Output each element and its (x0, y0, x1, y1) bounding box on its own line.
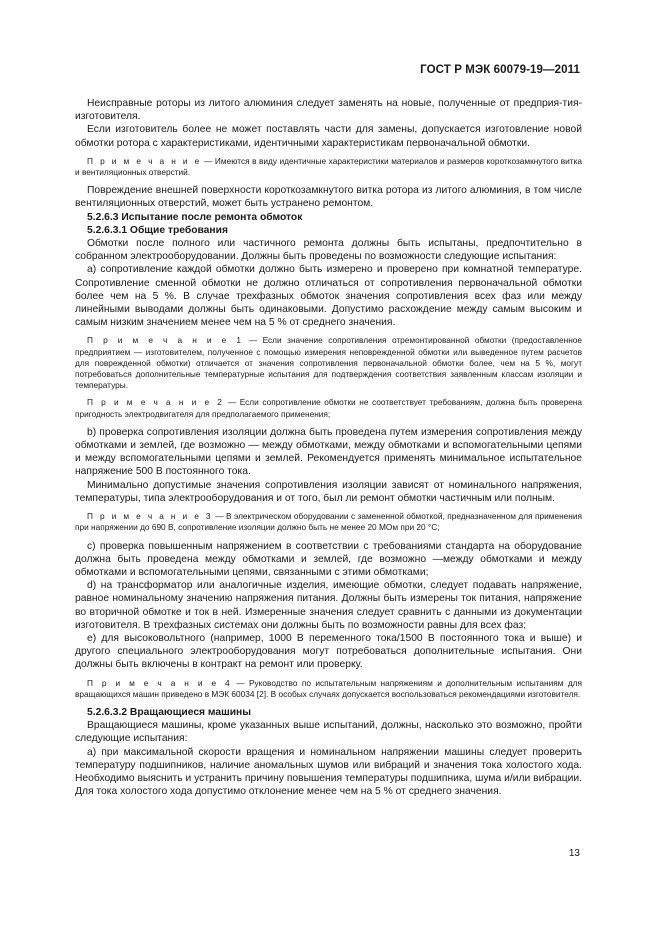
note (75, 156, 582, 178)
document-header: ГОСТ Р МЭК 60079-19—2011 (420, 64, 580, 76)
paragraph: Вращающиеся машины, кроме указанных выше испытаний, должны, насколько это возможно, пройти следующие испытания: (75, 720, 582, 745)
paragraph: Минимально допустимые значения сопротивления изоляции зависят от номинального напряжения, температуры, типа электрооборудования и от того, был ли ремонт обмотки частичным или полным. (75, 479, 582, 504)
page-number: 13 (568, 848, 580, 859)
paragraph: Обмотки после полного или частичного ремонта должны быть испытаны, предпочтительно в собранном электрооборудовании. Должны быть проведены по возможности следующие испытания: (75, 238, 582, 263)
note-label: П р и м е ч а н и е 3 (87, 511, 213, 522)
paragraph: Неисправные роторы из литого алюминия следует заменять на новые, полученные от предприя-тия-изготовителя. (75, 98, 582, 123)
note (75, 335, 582, 391)
page-content (75, 97, 582, 798)
list-item: а) сопротивление каждой обмотки должно быть измерено и проверено при комнатной температуре. Сопротивление сменной обмотки не должно отличаться от сопротивления первоначальной обмотки более чем на 5 %. В случае трехфазных обмоток значения сопротивления всех фаз или между линейными выводами должны быть одинаковыми. Допустимо расхождение между самым высоким и самым низким значением менее чем на 5 % от среднего значения. (75, 264, 582, 329)
note-text: — Имеются в виду идентичные характеристики материалов и размеров короткозамкнутого витка и вентиляционных отверстий. (75, 155, 583, 178)
note (75, 511, 582, 533)
note-label: П р и м е ч а н и е 4 (87, 677, 232, 688)
note-text: — Руководство по испытательным напряжениям и дополнительным испытаниям для вращающихся машин приведено в МЭК 60034 [2]. В особых случаях допускается воспользоваться рекомендациями изготовителя. (75, 677, 583, 699)
note-text: — Если сопротивление обмотки не соответствует требованиям, должна быть проверена пригодность электродвигателя для предполагаемого применения; (75, 397, 582, 419)
list-item: b) проверка сопротивления изоляции должна быть проведена путем измерения сопротивления между обмотками и землей, где возможно — между обмотками, между обмотками и вспомогательными цепями и между вспомогательными цепями и землей. Рекомендуется применять минимальное испытательное напряжение 500 В постоянного тока. (75, 426, 582, 478)
note-label: П р и м е ч а н и е 2 (87, 397, 225, 408)
list-item: е) для высоковольтного (например, 1000 В переменного тока/1500 В постоянного тока и выше) и другого специального электрооборудования могут потребоваться дополнительные испытания. Они должны быть включены в контракт на ремонт или проверку. (75, 632, 582, 671)
paragraph: Повреждение внешней поверхности короткозамкнутого витка ротора из литого алюминия, в том числе вентиляционных отверстий, может быть устранено ремонтом. (75, 185, 582, 210)
section-heading: 5.2.6.3 Испытание после ремонта обмоток (87, 211, 303, 223)
note-text: — В электрическом оборудовании с замененной обмоткой, предназначенном для применения при напряжении до 690 В, сопротивление изоляции должно быть не менее 20 МОм при 20 °С; (75, 511, 583, 533)
section-heading: 5.2.6.3.1 Общие требования (87, 224, 228, 236)
note-label: П р и м е ч а н и е (87, 155, 202, 166)
note (75, 678, 582, 700)
list-item: а) при максимальной скорости вращения и номинальном напряжении машины следует проверить температуру подшипников, наличие аномальных шумов или вибраций и значения тока холостого хода. Необходимо выяснить и устранить причину повышения температуры подшипника, шума и/или вибрации. Для тока холостого хода допустимо отклонение менее чем на 5 % от среднего значения. (75, 746, 582, 798)
note-text: — Если значение сопротивления отремонтированной обмотки (предоставленное предприятием — изготовителем, полученное с помощью измерения неповрежденной обмотки или выведенное путем расчетов для поврежденной обмотки) отличается от значения сопротивления первоначальной обмотки более, чем на 5 %, могут потребоваться дополнительные температурные испытания для подтверждения соответствия заявленным классам изоляции и температуры. (75, 335, 583, 391)
note-label: П р и м е ч а н и е 1 (87, 335, 244, 346)
list-item: с) проверка повышенным напряжением в соответствии с требованиями стандарта на оборудование должна быть проведена между обмотками и землей, где возможно —между обмотками и между обмотками и вспомогательными цепями, связанными с этими обмотками; (75, 540, 582, 578)
note (75, 397, 582, 419)
list-item: d) на трансформатор или аналогичные изделия, имеющие обмотки, следует подавать напряжение, равное номинальному значению напряжения питания. Должны быть измерены ток питания, напряжение во вторичной обмотке и ток в ней. Измеренные значения следует сравнить с данными из документации изготовителя. В трехфазных системах они должны быть по возможности равны для всех фаз; (75, 580, 582, 631)
paragraph: Если изготовитель более не может поставлять части для замены, допускается изготовление новой обмотки ротора с характеристиками, идентичными характеристикам первоначальной обмотки. (75, 124, 582, 149)
section-heading: 5.2.6.3.2 Вращающиеся машины (87, 706, 252, 718)
